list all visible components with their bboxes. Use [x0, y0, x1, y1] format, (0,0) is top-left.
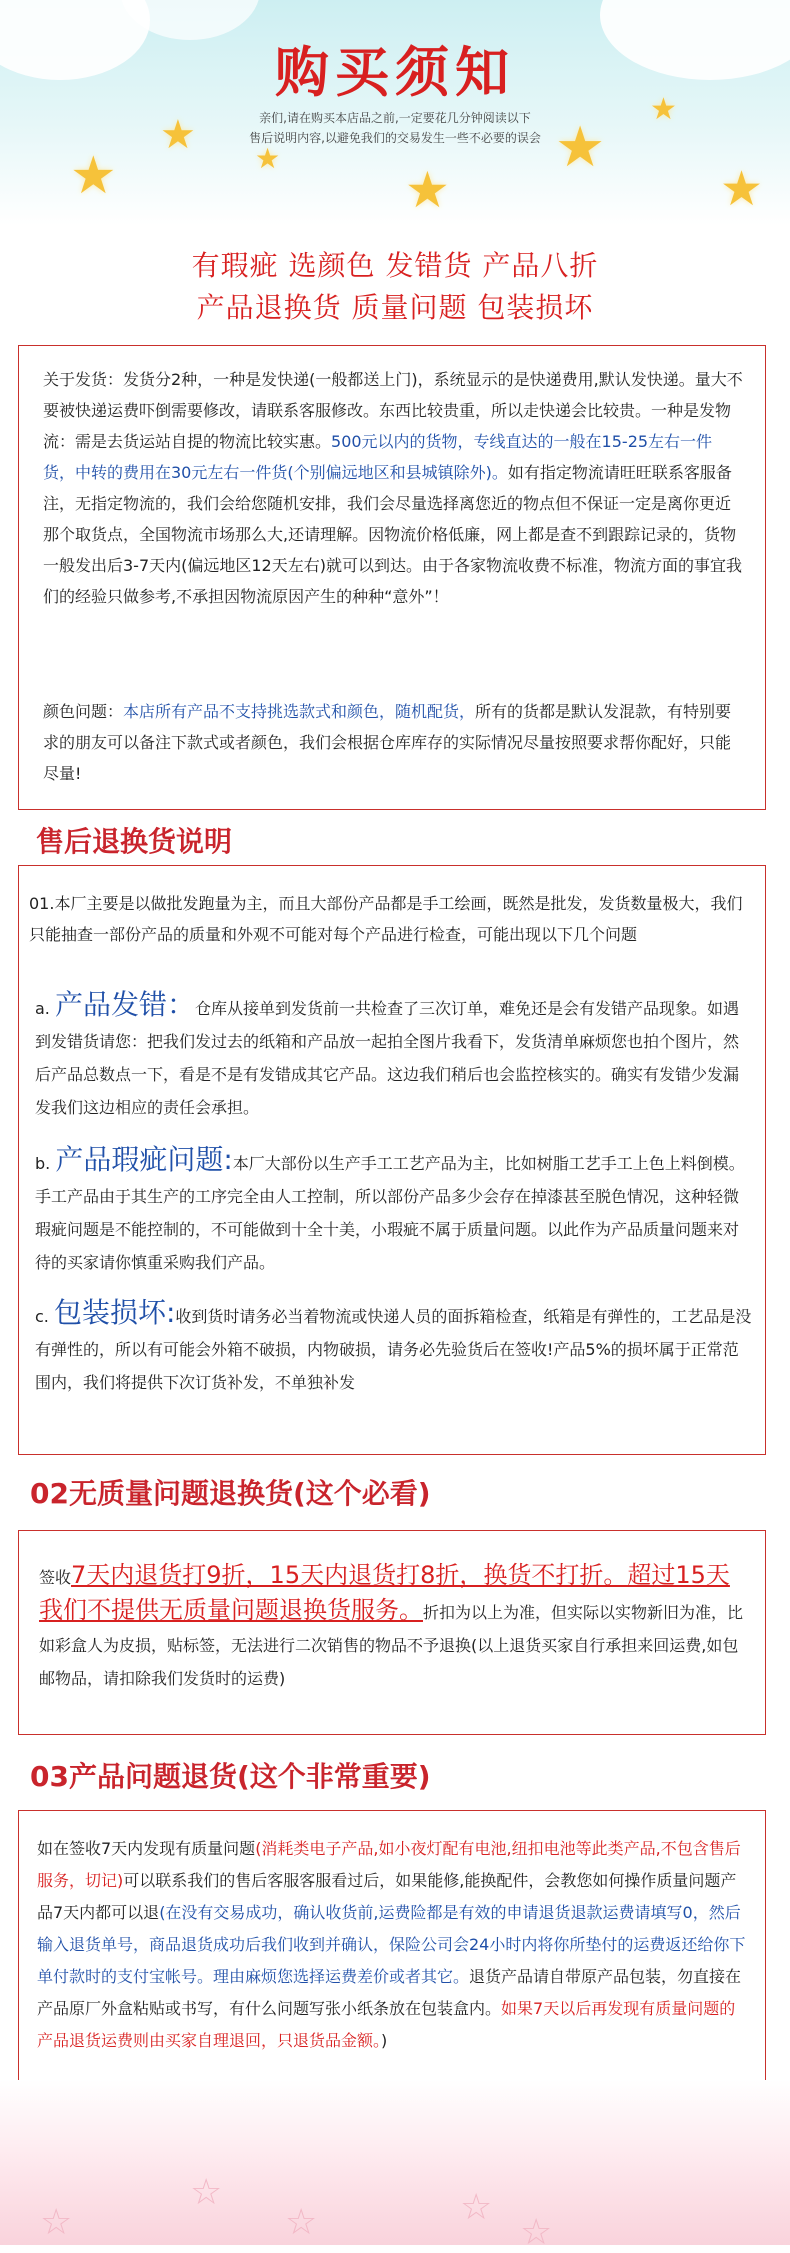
star-icon: ☆: [460, 2187, 493, 2228]
section-title: 售后退换货说明: [36, 825, 233, 858]
issue-text: 本厂大部份以生产手工工艺产品为主，比如树脂工艺手工上色上料倒模。手工产品由于其生产的工序完全由人工控制，所以部份产品多少会存在掉漆甚至脱色情况，这种轻微瑕疵问题是不能控制的，不可能做到十全十美，小瑕疵不属于质量问题。以此作为产品质量问题来对待的买家请你慎重采购我们产品。: [35, 1154, 745, 1272]
quality-warning: 如果7天以后再发现有质量问题的产品退货运费则由买家自理退回，只退货品金额。: [37, 1999, 736, 2050]
star-icon: ★: [720, 161, 764, 217]
shipping-notice-box: [18, 345, 766, 810]
quality-text: ): [381, 2031, 388, 2050]
no-quality-highlight: 7天内退货打9折，15天内退货打8折，换货不打折。超过15天我们不提供无质量问题退换货服务。: [39, 1561, 730, 1624]
issue-label: 产品发错：: [54, 988, 195, 1021]
issue-defect: [35, 1143, 753, 1279]
footer-decoration: [0, 2080, 790, 2253]
star-icon: ★: [405, 161, 450, 219]
color-text: 所有的货都是默认发混款，有特别要求的朋友可以备注下款式或者颜色，我们会根据仓库库存的实际情况尽量按照要求帮你配好，只能尽量!: [43, 702, 732, 783]
header-banner: [0, 0, 790, 225]
no-quality-head: 签收: [39, 1568, 72, 1587]
page-title: 购买须知: [275, 41, 515, 104]
star-icon: ★: [160, 112, 196, 158]
issue-label: 包装损坏:: [53, 1296, 176, 1329]
star-icon: ★: [650, 92, 677, 127]
star-icon: ☆: [40, 2202, 73, 2243]
no-quality-paragraph: [39, 1559, 747, 1695]
item-marker: b.: [35, 1154, 51, 1173]
issue-label: 产品瑕疵问题:: [55, 1143, 233, 1176]
page-subtitle: 亲们,请在购买本店品之前,一定要花几分钟阅读以下: [259, 111, 531, 125]
section-title: 02无质量问题退换货(这个必看): [30, 1477, 431, 1510]
star-icon: ★: [555, 115, 606, 180]
quality-text: 退货产品请自带原产品包装，勿直接在产品原厂外盒粘贴或书写，有什么问题写张小纸条放在包装盒内。: [37, 1967, 742, 2018]
star-icon: ☆: [520, 2212, 553, 2253]
issue-packaging: [35, 1296, 753, 1399]
star-icon: ☆: [285, 2202, 318, 2243]
quality-exclusion: (消耗类电子产品,如小夜灯配有电池,纽扣电池等此类产品,不包含售后服务，切记): [37, 1839, 741, 1890]
quality-paragraph: [37, 1833, 749, 2057]
page-subtitle: 售后说明内容,以避免我们的交易发生一些不必要的误会: [249, 131, 541, 145]
issue-text: 仓库从接单到发货前一共检查了三次订单，难免还是会有发错产品现象。如遇到发错货请您：把我们发过去的纸箱和产品放一起拍全图片我看下，发货清单麻烦您也拍个图片，然后产品总数点一下，看是不是有发错成其它产品。这边我们稍后也会监控核实的。确实有发错少发漏发我们这边相应的责任会承担。: [35, 999, 740, 1117]
topic-tags: 产品退换货 质量问题 包装损坏: [196, 291, 594, 324]
issue-wrong-item: [35, 988, 753, 1124]
after-sales-box: [18, 865, 766, 1455]
quality-text: 如在签收7天内发现有质量问题: [37, 1839, 256, 1858]
no-quality-box: [18, 1530, 766, 1735]
star-icon: ☆: [190, 2172, 223, 2213]
after-sales-intro: 01.本厂主要是以做批发跑量为主，而且大部份产品都是手工绘画，既然是批发，发货数量极大，我们只能抽查一部份产品的质量和外观不可能对每个产品进行检查，可能出现以下几个问题: [29, 894, 743, 944]
color-policy: 本店所有产品不支持挑选款式和颜色，随机配货，: [123, 702, 476, 721]
star-icon: ★: [70, 146, 117, 206]
shipping-text: 关于发货：发货分2种，一种是发快递(一般都送上门)，系统显示的是快递费用,默认发快递。量大不要被快递运费吓倒需要修改，请联系客服修改。东西比较贵重，所以走快递会比较贵。一种是发物流：需是去货运站自提的物流比较实惠。: [43, 370, 743, 451]
item-marker: c.: [35, 1307, 49, 1326]
section-title: 03产品问题退货(这个非常重要): [30, 1760, 431, 1793]
quality-insurance-note: (在没有交易成功，确认收货前,运费险都是有效的申请退货退款运费请填写0，然后输入退货单号，商品退货成功后我们收到并确认，保险公司会24小时内将你所垫付的运费返还给你下单付款时的支付宝帐号。理由麻烦您选择运费差价或者其它。: [37, 1903, 746, 1986]
shipping-text: 如有指定物流请旺旺联系客服备注，无指定物流的，我们会给您随机安排，我们会尽量选择离您近的物点但不保证一定是离你更近那个取货点，全国物流市场那么大,还请理解。因物流价格低廉，网上都是查不到跟踪记录的，货物一般发出后3-7天内(偏远地区12天左右)就可以到达。由于各家物流收费不标准，物流方面的事宜我们的经验只做参考,不承担因物流原因产生的种种“意外”！: [43, 463, 742, 606]
shipping-price-note: 500元以内的货物，专线直达的一般在15-25左右一件货，中转的费用在30元左右一件货(个别偏远地区和县城镇除外)。: [43, 432, 713, 482]
color-paragraph: [43, 696, 743, 789]
topic-tags: 有瑕疵 选颜色 发错货 产品八折: [191, 249, 599, 282]
no-quality-text: 折扣为以上为准，但实际以实物新旧为准，比如彩盒人为皮损，贴标签，无法进行二次销售的物品不予退换(以上退货买家自行承担来回运费,如包邮物品，请扣除我们发货时的运费): [39, 1603, 744, 1688]
star-icon: ★: [255, 142, 281, 175]
item-marker: a.: [35, 999, 50, 1018]
quality-text: 可以联系我们的售后客服客服看过后，如果能修,能换配件，会教您如何操作质量问题产品7天内都可以退: [37, 1871, 737, 1922]
shipping-paragraph: [43, 364, 743, 612]
color-heading: 颜色问题：: [43, 702, 124, 721]
issue-text: 收到货时请务必当着物流或快递人员的面拆箱检查，纸箱是有弹性的，工艺品是没有弹性的，所以有可能会外箱不破损，内物破损，请务必先验货后在签收!产品5%的损坏属于正常范围内，我们将提供下次订货补发，不单独补发: [35, 1307, 752, 1392]
